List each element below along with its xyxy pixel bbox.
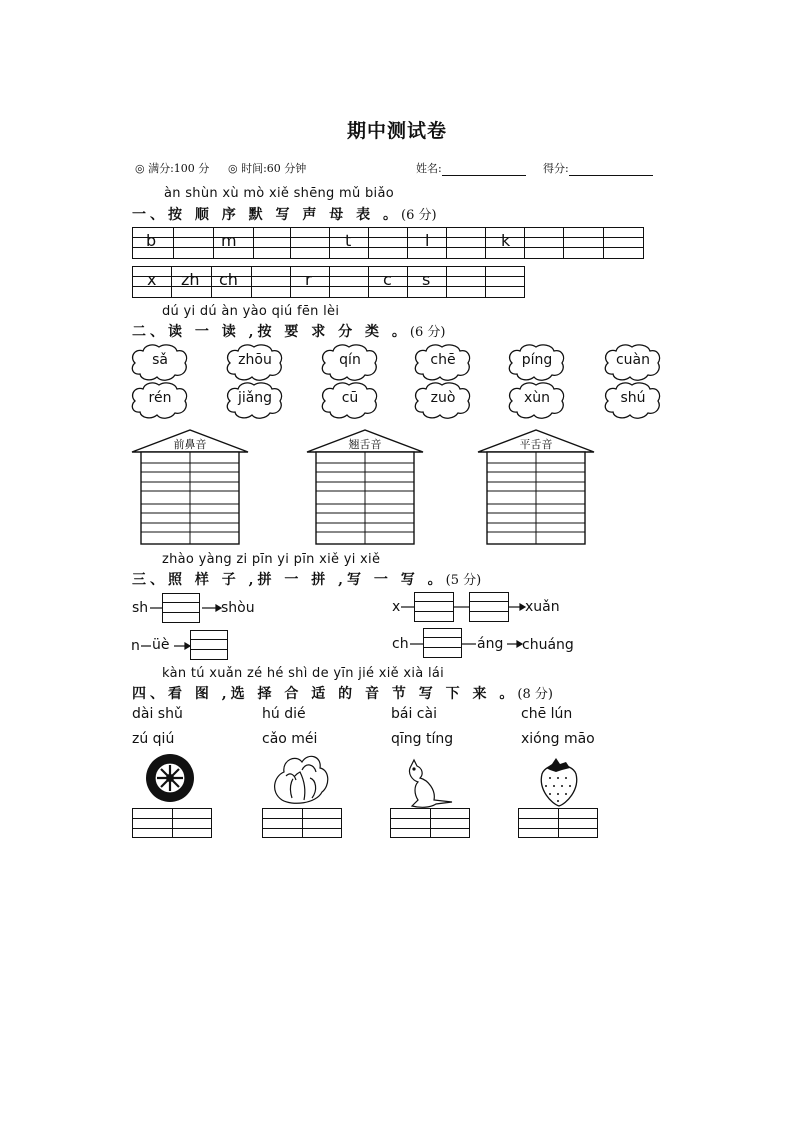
q3-answer-box[interactable] (190, 630, 228, 660)
cloud-syllable: zuò (430, 390, 456, 406)
q3-ex1-end: shòu (221, 600, 255, 616)
q2-title: 二、读 一 读 ,按 要 求 分 类 。(6 分) (132, 324, 446, 340)
letter: zh (181, 270, 200, 289)
q4-answer-box[interactable] (390, 808, 470, 838)
cloud-syllable: shú (620, 390, 646, 406)
q3-ex2-start: x (392, 599, 401, 615)
q3-ex4-end: chuáng (522, 637, 574, 653)
full-score: ◎ 满分:100 分 (135, 162, 210, 175)
q4-answer-box[interactable] (132, 808, 212, 838)
q3-title: 三、照 样 子 ,拼 一 拼 ,写 一 写 。(5 分) (132, 572, 482, 588)
letter: m (221, 231, 237, 250)
q3-ex3-mid: üè (152, 637, 170, 653)
q4-answer-box[interactable] (262, 808, 342, 838)
cloud-syllable: chē (430, 352, 456, 368)
letter: t (345, 231, 352, 250)
cabbage-icon (275, 756, 328, 803)
exam-time: ◎ 时间:60 分钟 (228, 162, 307, 175)
q4-option: hú dié (262, 706, 306, 722)
cloud-syllable: qín (339, 352, 361, 368)
cloud-syllable: sǎ (152, 352, 168, 368)
q3-ex1-start: sh (132, 600, 149, 616)
strawberry-icon (541, 758, 576, 806)
q4-pinyin: kàn tú xuǎn zé hé shì de yīn jié xiě xià lái (162, 666, 445, 681)
q4-option: cǎo méi (262, 731, 318, 747)
tire-icon (146, 754, 194, 802)
q3-ex4-mid: áng (477, 636, 504, 652)
q3-ex3-start: n (131, 638, 140, 654)
q2-pinyin: dú yi dú àn yào qiú fēn lèi (162, 304, 340, 319)
q3-answer-box[interactable] (414, 592, 454, 622)
q4-answer-box[interactable] (518, 808, 598, 838)
letter: s (422, 270, 431, 289)
name-label: 姓名: (416, 162, 442, 175)
cloud-syllable: jiǎng (237, 390, 273, 406)
q3-answer-box[interactable] (423, 628, 462, 658)
letter: r (305, 270, 312, 289)
letter: k (501, 231, 511, 250)
q3-answer-box[interactable] (469, 592, 509, 622)
page-title: 期中测试卷 (346, 120, 447, 142)
letter: c (383, 270, 392, 289)
letter: b (146, 231, 157, 250)
kangaroo-icon (409, 760, 452, 807)
cloud-syllable: píng (521, 352, 553, 368)
q1-pinyin: àn shùn xù mò xiě shēng mǔ biǎo (164, 186, 394, 201)
cloud-syllable: cū (341, 390, 359, 406)
q3-answer-box[interactable] (162, 593, 200, 623)
q3-pinyin: zhào yàng zi pīn yi pīn xiě yi xiě (162, 552, 381, 567)
cloud-syllable: cuàn (615, 352, 651, 368)
letter: x (147, 270, 157, 289)
q1-title: 一、按 顺 序 默 写 声 母 表 。(6 分) (132, 207, 437, 223)
cloud-syllable: rén (148, 390, 172, 406)
letter: ch (219, 270, 238, 289)
score-label: 得分: (543, 162, 569, 175)
house-label: 翘舌音 (348, 438, 382, 451)
cloud-syllable: zhōu (238, 352, 272, 368)
q4-title: 四、看 图 ,选 择 合 适 的 音 节 写 下 来 。(8 分) (132, 686, 553, 702)
q4-option: qīng tíng (391, 731, 454, 747)
q3-ex2-end: xuǎn (525, 599, 560, 615)
letter: l (425, 231, 430, 250)
q4-option: zú qiú (132, 731, 175, 747)
q4-option: xióng māo (521, 731, 595, 747)
cloud-syllable: xùn (523, 390, 551, 406)
house-label: 前鼻音 (173, 438, 207, 451)
q4-option: bái cài (391, 706, 437, 722)
q4-option: chē lún (521, 706, 573, 722)
house-label: 平舌音 (519, 438, 553, 451)
q4-option: dài shǔ (132, 706, 183, 722)
q3-ex4-start: ch (392, 636, 409, 652)
